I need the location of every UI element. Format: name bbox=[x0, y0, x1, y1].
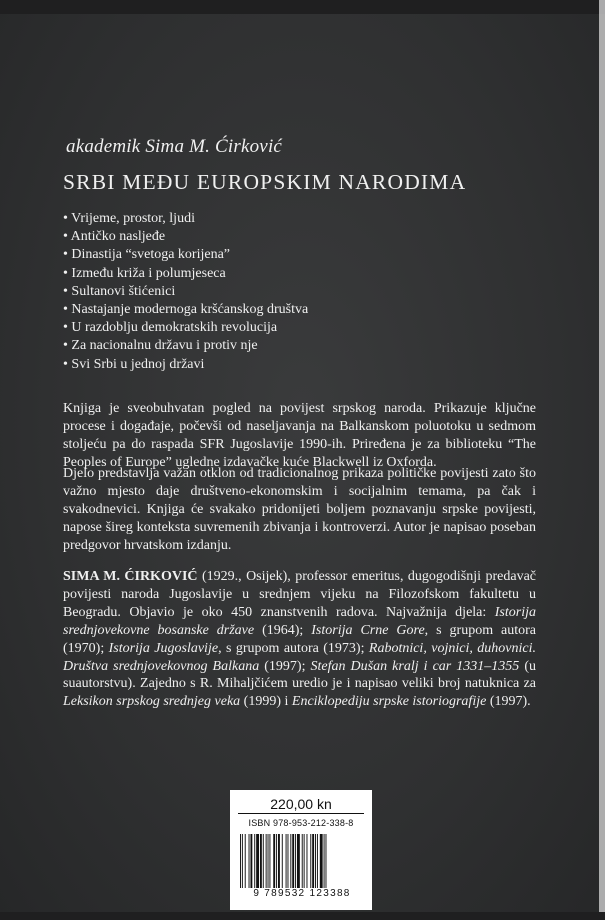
work-title: Stefan Dušan kralj i car 1331–1355 bbox=[310, 658, 520, 674]
barcode-bar bbox=[266, 834, 267, 888]
barcode-bar bbox=[273, 834, 275, 888]
work-title: Istorija srednjovekovne bosanske države bbox=[63, 604, 536, 638]
price-barcode-label bbox=[230, 790, 372, 910]
price-divider bbox=[238, 813, 364, 814]
work-title: Istorija Crne Gore bbox=[311, 622, 425, 638]
barcode-bar bbox=[254, 834, 255, 888]
barcode-bar bbox=[263, 834, 264, 888]
chapter-item: • U razdoblju demokratskih revolucija bbox=[63, 320, 278, 336]
book-title: SRBI MEĐU EUROPSKIM NARODIMA bbox=[63, 170, 467, 194]
price-text: 220,00 kn bbox=[270, 796, 332, 812]
barcode-bar bbox=[250, 834, 252, 888]
cover-top-edge bbox=[0, 0, 605, 14]
barcode-bar bbox=[240, 834, 241, 888]
chapter-item: • Dinastija “svetoga korijena” bbox=[63, 247, 231, 263]
barcode-bar bbox=[242, 834, 243, 888]
work-title: Enciklopediju srpske istoriografije bbox=[291, 694, 487, 710]
barcode-bar bbox=[269, 834, 270, 888]
barcode-bar bbox=[307, 834, 308, 888]
isbn-text: ISBN 978-953-212-338-8 bbox=[248, 818, 354, 828]
author-line: akademik Sima M. Ćirković bbox=[66, 136, 283, 157]
cover-bottom-edge bbox=[0, 912, 605, 920]
barcode-bar bbox=[260, 834, 262, 888]
barcode-bar bbox=[312, 834, 314, 888]
barcode-bar bbox=[286, 834, 287, 888]
chapter-item: • Nastajanje modernoga kršćanskog društva bbox=[63, 302, 309, 318]
bullet-glyph: • bbox=[63, 356, 68, 372]
barcode-bar bbox=[268, 834, 269, 888]
barcode-bar bbox=[256, 834, 259, 888]
bullet-glyph: • bbox=[63, 302, 68, 318]
bullet-glyph: • bbox=[63, 211, 68, 226]
author-bio: SIMA M. ĆIRKOVIĆ (1929., Osijek), professor emeritus, dugogodišnji predavač povijesti naroda Jugoslavije u srednjem vijeku na Filozofskom fakultetu u Beogradu. Objavio je oko 450 znanstvenih radova. Najvažnija djela: Istorija srednjovekovne bosanske države (1964); Istorija Crne Gore, s grupom autora (1970); Istorija Jugoslavije, s grupom autora (1973); Rabotnici, vojnici, duhovnici. Društva srednjovekovnog Balkana (1997); Stefan Dušan kralj i car 1331–1355 (u suautorstvu). Zajedno s R. Mihaljčićem uredio je i napisao veliki broj natuknica za Leksikon srpskog srednjeg veka (1999) i Enciklopediju srpske istoriografije (1997). bbox=[63, 569, 537, 710]
barcode-bar bbox=[324, 834, 325, 888]
blurb-paragraph-1: Knjiga je sveobuhvatan pogled na povijest srpskog naroda. Prikazuje ključne procese i događaje, počevši od naseljavanja na Balkanskom poluotoku u sedmom stoljeću pa do raspada SFR Jugoslavije 1990-ih. Priređena je za biblioteku “The Peoples of Europe” ugledne izdavačke kuće Blackwell iz Oxforda. bbox=[63, 401, 536, 470]
bullet-glyph: • bbox=[63, 320, 68, 336]
barcode-bar bbox=[310, 834, 311, 888]
chapter-item: • Vrijeme, prostor, ljudi bbox=[63, 211, 195, 226]
work-title: Leksikon srpskog srednjeg veka bbox=[63, 694, 241, 710]
chapter-item: • Za nacionalnu državu i protiv nje bbox=[63, 338, 258, 354]
barcode-bar bbox=[326, 834, 327, 888]
chapter-item: • Svi Srbi u jednoj državi bbox=[63, 356, 205, 372]
barcode-bar bbox=[317, 834, 318, 888]
blurb-paragraph-2: Djelo predstavlja važan otklon od tradicionalnog prikaza političke povijesti zato što važno mjesto daje društveno-ekonomskim i socijalnim temama, pa čak i svakodnevici. Knjiga će svakako pridonijeti boljem poznavanju srpske povijesti, napose šireg konteksta suvremenih zbivanja i kontroverzi. Autor je napisao poseban predgovor hrvatskom izdanju. bbox=[63, 466, 536, 553]
barcode-bar bbox=[315, 834, 316, 888]
barcode-bar bbox=[249, 834, 250, 888]
barcode-bar bbox=[292, 834, 294, 888]
barcode-bar bbox=[282, 834, 283, 888]
barcode-bar bbox=[288, 834, 289, 888]
barcode-bar bbox=[320, 834, 323, 888]
chapter-item: • Između križa i polumjeseca bbox=[63, 265, 226, 281]
work-title: Istorija Jugoslavije bbox=[108, 640, 219, 656]
barcode-bar bbox=[278, 834, 280, 888]
barcode-icon bbox=[240, 834, 364, 888]
work-title: Rabotnici, vojnici, duhovnici. Društva srednjovekovnog Balkana bbox=[63, 640, 536, 674]
ean-digits: 9 789532 123388 bbox=[253, 888, 351, 899]
cover-right-edge bbox=[599, 0, 605, 920]
chapter-item: • Sultanovi štićenici bbox=[63, 283, 176, 299]
chapter-list bbox=[63, 210, 308, 374]
bullet-glyph: • bbox=[63, 229, 68, 245]
bullet-glyph: • bbox=[63, 247, 68, 263]
bullet-glyph: • bbox=[63, 283, 68, 299]
chapter-item: • Antičko nasljeđe bbox=[63, 229, 166, 245]
bullet-glyph: • bbox=[63, 338, 68, 354]
barcode-bar bbox=[302, 834, 303, 888]
barcode-bar bbox=[304, 834, 305, 888]
barcode-bar bbox=[295, 834, 296, 888]
barcode-bar bbox=[290, 834, 291, 888]
barcode-bar bbox=[245, 834, 246, 888]
barcode-bar bbox=[297, 834, 300, 888]
barcode-bar bbox=[276, 834, 277, 888]
author-bio-name: SIMA M. ĆIRKOVIĆ bbox=[63, 569, 198, 584]
bullet-glyph: • bbox=[63, 265, 68, 281]
